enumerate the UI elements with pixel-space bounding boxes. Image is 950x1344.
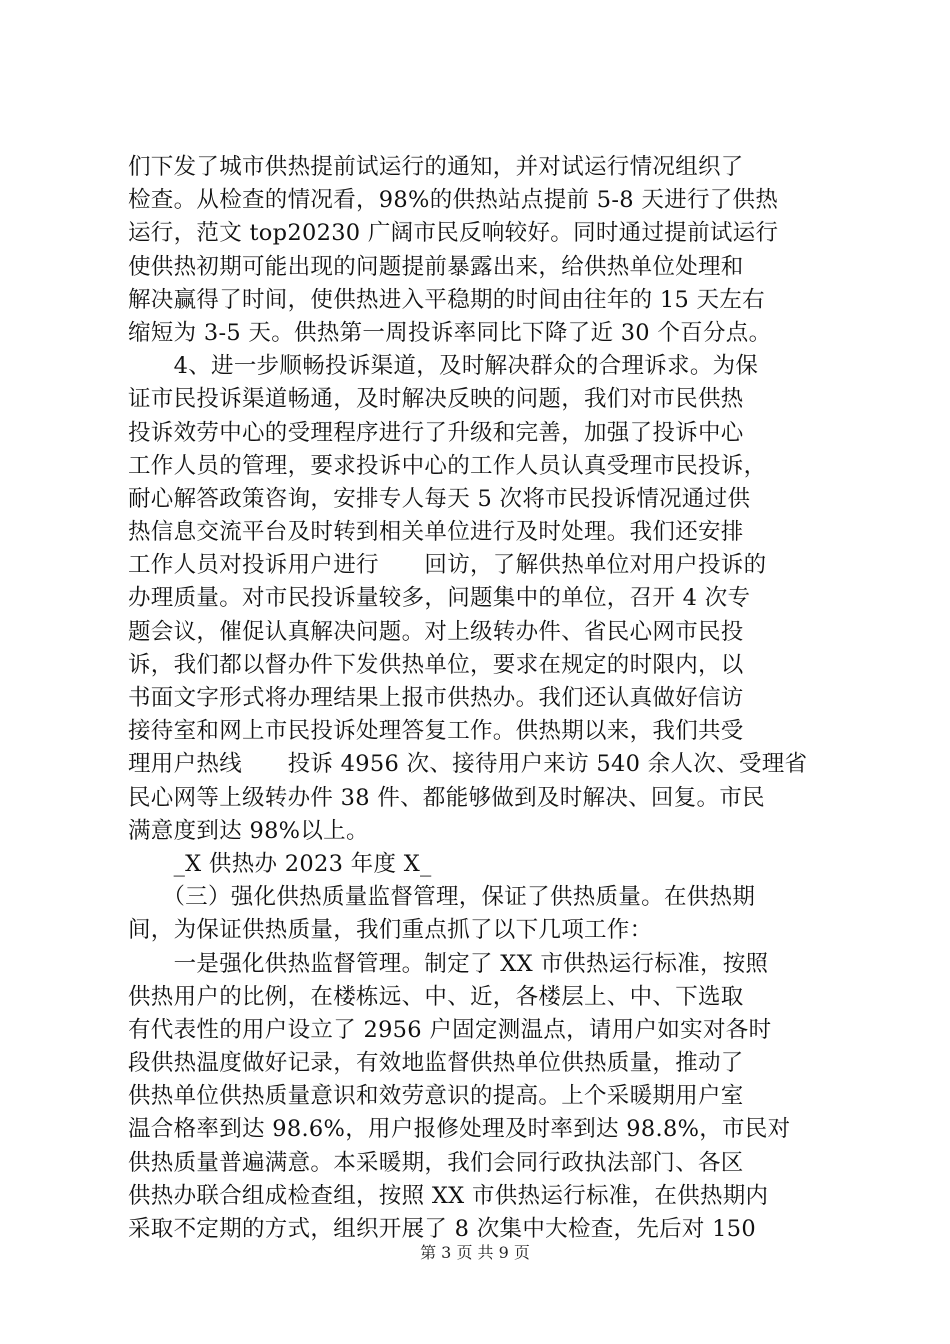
text-line: 工作人员对投诉用户进行 回访，了解供热单位对用户投诉的: [128, 552, 767, 579]
text-line: 段供热温度做好记录，有效地监督供热单位供热质量，推动了: [128, 1050, 744, 1077]
text-line: 检查。从检查的情况看，98%的供热站点提前 5-8 天进行了供热: [128, 187, 779, 214]
text-line: 供热质量普遍满意。本采暖期，我们会同行政执法部门、各区: [128, 1149, 744, 1176]
body-text: [128, 151, 848, 1246]
text-line: 投诉效劳中心的受理程序进行了升级和完善，加强了投诉中心: [128, 419, 744, 446]
text-line: 耐心解答政策咨询，安排专人每天 5 次将市民投诉情况通过供: [128, 485, 751, 512]
text-line: 题会议，催促认真解决问题。对上级转办件、省民心网市民投: [128, 618, 744, 645]
text-line: 办理质量。对市民投诉量较多，问题集中的单位，召开 4 次专: [128, 585, 751, 612]
text-line: 热信息交流平台及时转到相关单位进行及时处理。我们还安排: [128, 519, 744, 546]
text-line: 供热单位供热质量意识和效劳意识的提高。上个采暖期用户室: [128, 1083, 744, 1110]
text-line: 一是强化供热监督管理。制定了 XX 市供热运行标准，按照: [128, 950, 769, 977]
text-line: 接待室和网上市民投诉处理答复工作。供热期以来，我们共受: [128, 718, 744, 745]
text-line: 采取不定期的方式，组织开展了 8 次集中大检查，先后对 150: [128, 1216, 757, 1242]
text-line: 供热办联合组成检查组，按照 XX 市供热运行标准，在供热期内: [128, 1182, 769, 1209]
text-line: 诉，我们都以督办件下发供热单位，要求在规定的时限内，以: [128, 651, 744, 678]
page-footer: 第 3 页 共 9 页: [420, 1243, 530, 1262]
text-line: 使供热初期可能出现的问题提前暴露出来，给供热单位处理和: [128, 253, 744, 280]
text-line: 解决赢得了时间，使供热进入平稳期的时间由往年的 15 天左右: [128, 286, 765, 313]
text-line: 书面文字形式将办理结果上报市供热办。我们还认真做好信访: [128, 685, 744, 711]
text-line: 运行，范文 top20230 广阔市民反响较好。同时通过提前试运行: [128, 220, 779, 247]
text-line: 有代表性的用户设立了 2956 户固定测温点，请用户如实对各时: [128, 1016, 772, 1043]
text-line: （三）强化供热质量监督管理，保证了供热质量。在供热期: [128, 884, 756, 911]
text-line: 4、进一步顺畅投诉渠道，及时解决群众的合理诉求。为保: [128, 353, 759, 380]
text-line: 证市民投诉渠道畅通，及时解决反映的问题，我们对市民供热: [128, 386, 744, 413]
text-line: 供热用户的比例，在楼栋远、中、近，各楼层上、中、下选取: [128, 983, 744, 1010]
text-line: 民心网等上级转办件 38 件、都能够做到及时解决、回复。市民: [128, 784, 765, 811]
text-line: 满意度到达 98%以上。: [128, 817, 369, 844]
text-line: _X 供热办 2023 年度 X_: [128, 850, 432, 877]
text-line: 工作人员的管理，要求投诉中心的工作人员认真受理市民投诉，: [128, 452, 767, 479]
text-line: 缩短为 3-5 天。供热第一周投诉率同比下降了近 30 个百分点。: [128, 319, 772, 346]
text-line: 温合格率到达 98.6%，用户报修处理及时率到达 98.8%，市民对: [128, 1116, 791, 1143]
text-line: 们下发了城市供热提前试运行的通知，并对试运行情况组织了: [128, 154, 744, 180]
text-line: 理用户热线 投诉 4956 次、接待用户来访 540 余人次、受理省: [128, 751, 808, 778]
text-line: 间，为保证供热质量，我们重点抓了以下几项工作：: [128, 917, 653, 944]
